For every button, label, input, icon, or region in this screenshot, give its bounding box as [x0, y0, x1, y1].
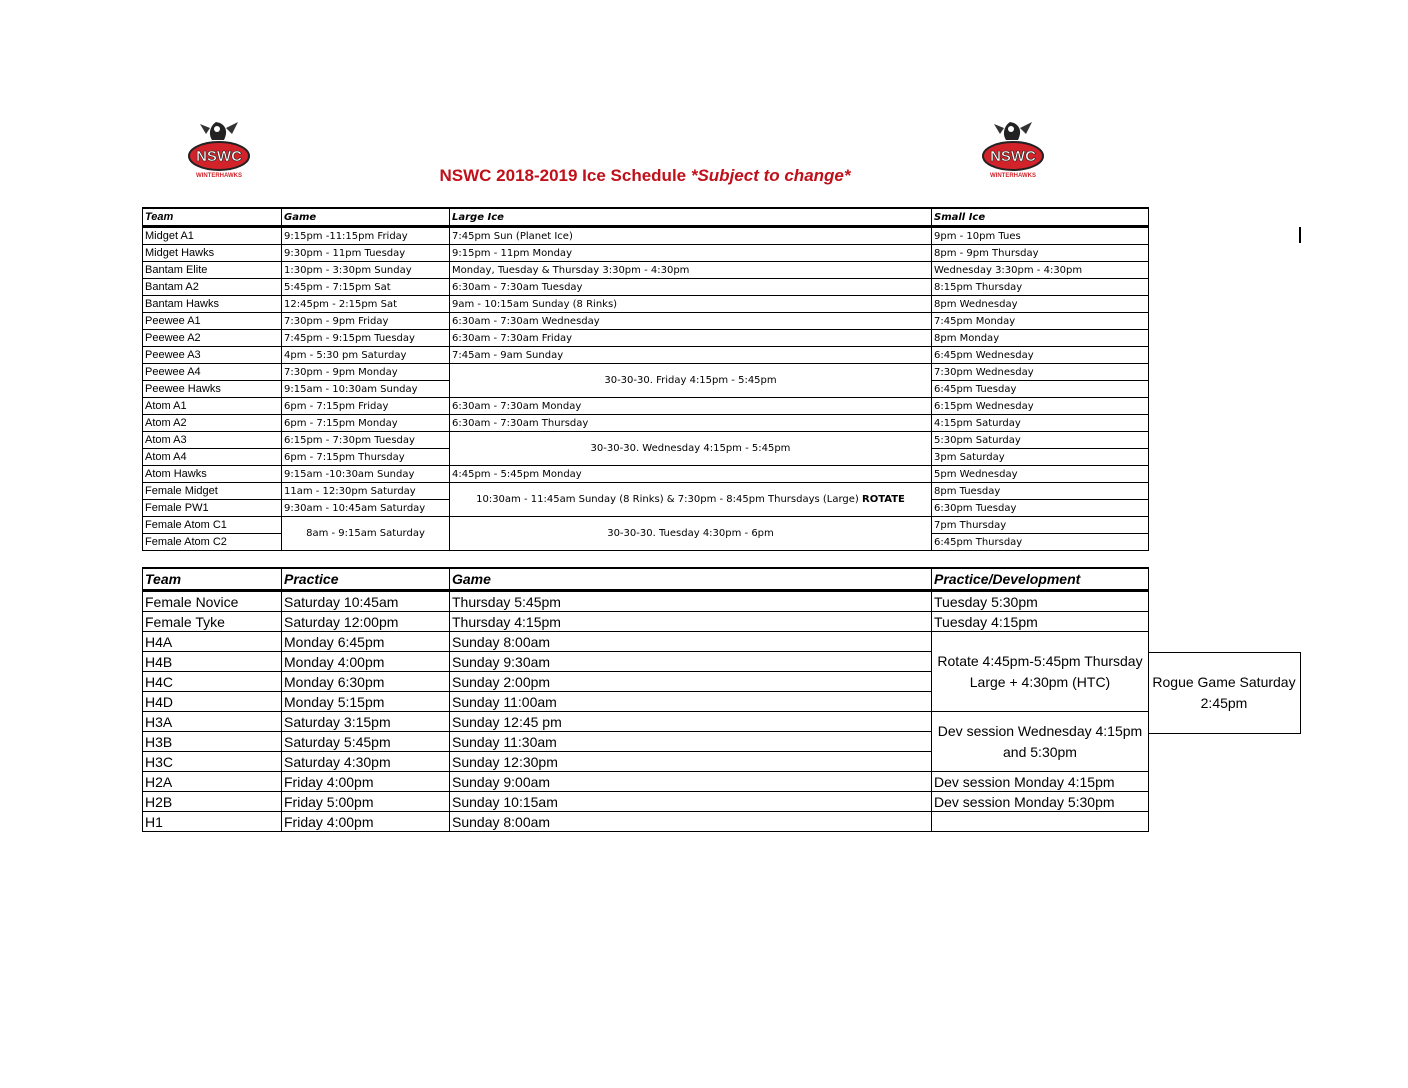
large-ice-cell: 4:45pm - 5:45pm Monday	[450, 466, 932, 483]
team-cell: Atom A2	[143, 415, 282, 432]
svg-text:WINTERHAWKS: WINTERHAWKS	[196, 173, 242, 179]
table-row	[143, 772, 1149, 792]
team-cell: Peewee A3	[143, 347, 282, 364]
large-ice-cell: 7:45am - 9am Sunday	[450, 347, 932, 364]
small-ice-cell: 9pm - 10pm Tues	[932, 227, 1149, 245]
game-cell: Sunday 10:15am	[450, 792, 932, 812]
svg-text:NSWC: NSWC	[196, 148, 242, 165]
dev-cell: Tuesday 4:15pm	[932, 612, 1149, 632]
table-row	[143, 632, 1149, 652]
dev-cell: Tuesday 5:30pm	[932, 591, 1149, 612]
small-ice-cell: 8pm - 9pm Thursday	[932, 245, 1149, 262]
team-cell: H3B	[143, 732, 282, 752]
table-row	[143, 245, 1149, 262]
large-ice-cell	[450, 517, 932, 551]
team-cell: Female Atom C2	[143, 534, 282, 551]
dev-cell	[932, 812, 1149, 832]
practice-cell: Friday 4:00pm	[282, 772, 450, 792]
game-cell: Sunday 8:00am	[450, 812, 932, 832]
team-cell: H3C	[143, 752, 282, 772]
team-cell: Female Tyke	[143, 612, 282, 632]
practice-cell: Saturday 10:45am	[282, 591, 450, 612]
team-cell: Female Atom C1	[143, 517, 282, 534]
column-header: Team	[143, 208, 282, 227]
team-cell: Bantam Elite	[143, 262, 282, 279]
team-cell: Female PW1	[143, 500, 282, 517]
game-cell: 7:30pm - 9pm Friday	[282, 313, 450, 330]
table-row	[143, 591, 1149, 612]
svg-text:NSWC: NSWC	[990, 148, 1036, 165]
large-ice-cell: 9am - 10:15am Sunday (8 Rinks)	[450, 296, 932, 313]
large-ice-cell: 6:30am - 7:30am Thursday	[450, 415, 932, 432]
table-row	[143, 466, 1149, 483]
large-ice-text: 10:30am - 11:45am Sunday (8 Rinks) & 7:30pm - 8:45pm Thursdays (Large)	[476, 494, 863, 505]
table-row	[143, 330, 1149, 347]
ice-schedule-table	[142, 207, 1149, 551]
table-row	[143, 227, 1149, 245]
column-header: Game	[282, 208, 450, 227]
column-header: Practice/Development	[932, 568, 1149, 591]
practice-cell: Monday 5:15pm	[282, 692, 450, 712]
dev-session-merged-cell: Dev session Wednesday 4:15pm and 5:30pm	[932, 712, 1149, 772]
large-ice-cell: 6:30am - 7:30am Monday	[450, 398, 932, 415]
small-ice-cell: 7:45pm Monday	[932, 313, 1149, 330]
game-cell: 1:30pm - 3:30pm Sunday	[282, 262, 450, 279]
game-cell: 8am - 9:15am Saturday	[282, 517, 450, 551]
table-row	[143, 432, 1149, 449]
small-ice-cell: 4:15pm Saturday	[932, 415, 1149, 432]
svg-text:WINTERHAWKS: WINTERHAWKS	[990, 173, 1036, 179]
game-cell: Sunday 11:30am	[450, 732, 932, 752]
team-cell: Peewee A2	[143, 330, 282, 347]
team-cell: H4D	[143, 692, 282, 712]
team-cell: H4B	[143, 652, 282, 672]
table-row	[143, 415, 1149, 432]
team-cell: H3A	[143, 712, 282, 732]
column-header: Team	[143, 568, 282, 591]
game-cell: 7:45pm - 9:15pm Tuesday	[282, 330, 450, 347]
rotate-label: ROTATE	[862, 494, 905, 505]
page-title	[0, 166, 1290, 186]
large-ice-cell: 9:15pm - 11pm Monday	[450, 245, 932, 262]
game-cell: 5:45pm - 7:15pm Sat	[282, 279, 450, 296]
small-ice-cell: 7:30pm Wednesday	[932, 364, 1149, 381]
game-cell: Sunday 11:00am	[450, 692, 932, 712]
large-ice-cell	[450, 483, 932, 517]
game-cell: Thursday 4:15pm	[450, 612, 932, 632]
large-ice-cell: 6:30am - 7:30am Wednesday	[450, 313, 932, 330]
table-row	[143, 517, 1149, 534]
game-cell: 9:30pm - 11pm Tuesday	[282, 245, 450, 262]
team-cell: Atom A1	[143, 398, 282, 415]
game-cell: Sunday 12:30pm	[450, 752, 932, 772]
small-ice-cell: 6:45pm Tuesday	[932, 381, 1149, 398]
column-header: Small Ice	[932, 208, 1149, 227]
team-cell: H1	[143, 812, 282, 832]
table-row	[143, 296, 1149, 313]
title-main: NSWC 2018-2019 Ice Schedule	[439, 166, 691, 185]
table-row	[143, 279, 1149, 296]
large-ice-cell: Monday, Tuesday & Thursday 3:30pm - 4:30pm	[450, 262, 932, 279]
practice-cell: Monday 6:45pm	[282, 632, 450, 652]
practice-cell: Friday 4:00pm	[282, 812, 450, 832]
small-ice-cell: 7pm Thursday	[932, 517, 1149, 534]
practice-cell: Saturday 3:15pm	[282, 712, 450, 732]
team-cell: H4A	[143, 632, 282, 652]
small-ice-cell: 6:15pm Wednesday	[932, 398, 1149, 415]
dev-cell: Dev session Monday 5:30pm	[932, 792, 1149, 812]
small-ice-cell: 5:30pm Saturday	[932, 432, 1149, 449]
team-cell: H2B	[143, 792, 282, 812]
game-cell: Sunday 9:00am	[450, 772, 932, 792]
column-header: Practice	[282, 568, 450, 591]
large-ice-cell	[450, 432, 932, 466]
rotate-merged-cell: Rotate 4:45pm-5:45pm Thursday Large + 4:30pm (HTC)	[932, 632, 1149, 712]
small-ice-cell: 8pm Tuesday	[932, 483, 1149, 500]
game-cell: 6pm - 7:15pm Thursday	[282, 449, 450, 466]
game-cell: 11am - 12:30pm Saturday	[282, 483, 450, 500]
table-row	[143, 364, 1149, 381]
column-header: Game	[450, 568, 932, 591]
table-row	[143, 347, 1149, 364]
dev-table-header-row	[143, 568, 1149, 591]
table-row	[143, 792, 1149, 812]
team-cell: Bantam A2	[143, 279, 282, 296]
game-cell: Sunday 2:00pm	[450, 672, 932, 692]
rogue-game-note: Rogue Game Saturday 2:45pm	[1148, 652, 1301, 734]
table-row	[143, 483, 1149, 500]
game-cell: Sunday 12:45 pm	[450, 712, 932, 732]
title-note: *Subject to change*	[690, 166, 851, 185]
small-ice-cell: 5pm Wednesday	[932, 466, 1149, 483]
small-ice-cell: 6:30pm Tuesday	[932, 500, 1149, 517]
team-cell: Female Novice	[143, 591, 282, 612]
large-ice-cell: 6:30am - 7:30am Friday	[450, 330, 932, 347]
small-ice-cell: Wednesday 3:30pm - 4:30pm	[932, 262, 1149, 279]
team-cell: H4C	[143, 672, 282, 692]
team-cell: Atom Hawks	[143, 466, 282, 483]
game-cell: 12:45pm - 2:15pm Sat	[282, 296, 450, 313]
column-header: Large Ice	[450, 208, 932, 227]
small-ice-cell: 8pm Wednesday	[932, 296, 1149, 313]
large-ice-cell: 7:45pm Sun (Planet Ice)	[450, 227, 932, 245]
team-cell: Midget A1	[143, 227, 282, 245]
dev-cell: Dev session Monday 4:15pm	[932, 772, 1149, 792]
practice-cell: Saturday 4:30pm	[282, 752, 450, 772]
small-ice-cell: 3pm Saturday	[932, 449, 1149, 466]
practice-cell: Saturday 5:45pm	[282, 732, 450, 752]
text-cursor	[1299, 227, 1301, 243]
team-cell: Midget Hawks	[143, 245, 282, 262]
game-cell: 9:15am - 10:30am Sunday	[282, 381, 450, 398]
small-ice-cell: 6:45pm Thursday	[932, 534, 1149, 551]
practice-cell: Friday 5:00pm	[282, 792, 450, 812]
large-ice-text: 30-30-30. Tuesday 4:30pm - 6pm	[607, 528, 774, 539]
practice-cell: Monday 4:00pm	[282, 652, 450, 672]
small-ice-cell: 8pm Monday	[932, 330, 1149, 347]
game-cell: 6:15pm - 7:30pm Tuesday	[282, 432, 450, 449]
game-cell: 7:30pm - 9pm Monday	[282, 364, 450, 381]
table-row	[143, 712, 1149, 732]
game-cell: 9:15am -10:30am Sunday	[282, 466, 450, 483]
game-cell: 4pm - 5:30 pm Saturday	[282, 347, 450, 364]
table-row	[143, 313, 1149, 330]
large-ice-text: 30-30-30. Wednesday 4:15pm - 5:45pm	[590, 443, 791, 454]
development-schedule-table	[142, 567, 1149, 832]
team-cell: Atom A4	[143, 449, 282, 466]
game-cell: 6pm - 7:15pm Monday	[282, 415, 450, 432]
practice-cell: Saturday 12:00pm	[282, 612, 450, 632]
large-ice-cell: 6:30am - 7:30am Tuesday	[450, 279, 932, 296]
small-ice-cell: 8:15pm Thursday	[932, 279, 1149, 296]
large-ice-text: 30-30-30. Friday 4:15pm - 5:45pm	[604, 375, 777, 386]
game-cell: 9:15pm -11:15pm Friday	[282, 227, 450, 245]
large-ice-cell	[450, 364, 932, 398]
table-row	[143, 262, 1149, 279]
team-cell: Peewee A1	[143, 313, 282, 330]
ice-table-header-row	[143, 208, 1149, 227]
game-cell: 9:30am - 10:45am Saturday	[282, 500, 450, 517]
team-cell: Peewee Hawks	[143, 381, 282, 398]
table-row	[143, 812, 1149, 832]
game-cell: Sunday 8:00am	[450, 632, 932, 652]
team-cell: Peewee A4	[143, 364, 282, 381]
game-cell: Sunday 9:30am	[450, 652, 932, 672]
table-row	[143, 398, 1149, 415]
table-row	[143, 612, 1149, 632]
game-cell: 6pm - 7:15pm Friday	[282, 398, 450, 415]
practice-cell: Monday 6:30pm	[282, 672, 450, 692]
team-cell: Female Midget	[143, 483, 282, 500]
team-cell: Atom A3	[143, 432, 282, 449]
team-cell: Bantam Hawks	[143, 296, 282, 313]
game-cell: Thursday 5:45pm	[450, 591, 932, 612]
small-ice-cell: 6:45pm Wednesday	[932, 347, 1149, 364]
team-cell: H2A	[143, 772, 282, 792]
